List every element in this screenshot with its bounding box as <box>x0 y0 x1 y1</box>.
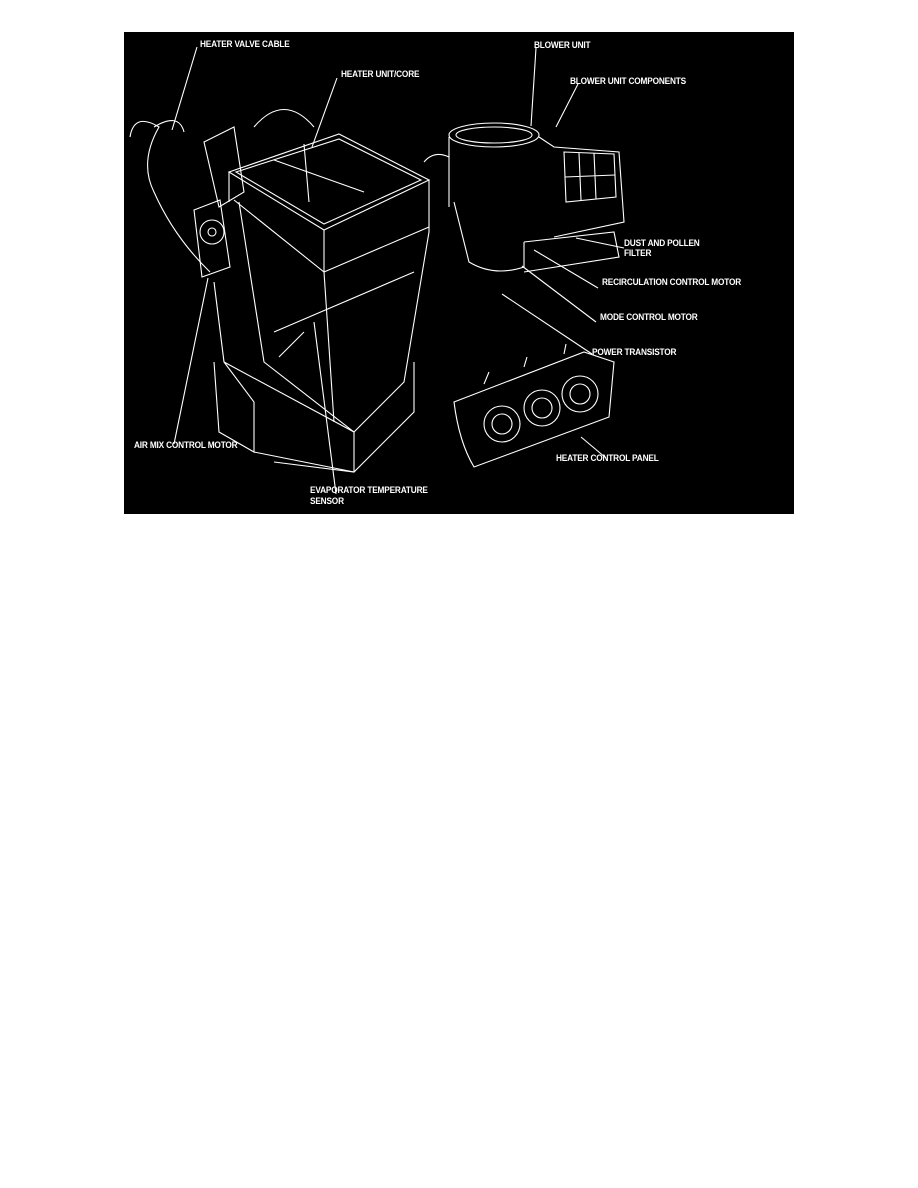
label-air-mix-control-motor: AIR MIX CONTROL MOTOR <box>134 440 238 450</box>
label-power-transistor: POWER TRANSISTOR <box>592 347 677 357</box>
label-evaporator-temperature-sensor: EVAPORATOR TEMPERATURE <box>310 485 428 495</box>
label-evaporator-temperature-sensor-line2: SENSOR <box>310 496 344 506</box>
blower-unit-art <box>424 123 624 272</box>
leader-lines <box>172 47 624 494</box>
label-recirculation-control-motor: RECIRCULATION CONTROL MOTOR <box>602 277 742 287</box>
heater-unit-art <box>194 110 429 473</box>
label-heater-valve-cable: HEATER VALVE CABLE <box>200 39 290 49</box>
label-blower-unit-components: BLOWER UNIT COMPONENTS <box>570 76 687 86</box>
label-mode-control-motor: MODE CONTROL MOTOR <box>600 312 698 322</box>
label-blower-unit: BLOWER UNIT <box>534 40 591 50</box>
label-heater-control-panel: HEATER CONTROL PANEL <box>556 453 659 463</box>
hvac-components-diagram <box>124 32 794 514</box>
label-heater-unit-core: HEATER UNIT/CORE <box>341 69 420 79</box>
heater-valve-cable-art <box>130 121 210 272</box>
heater-control-panel-art <box>454 344 614 467</box>
label-dust-pollen-filter: DUST AND POLLEN <box>624 238 700 248</box>
label-dust-pollen-filter-line2: FILTER <box>624 248 652 258</box>
